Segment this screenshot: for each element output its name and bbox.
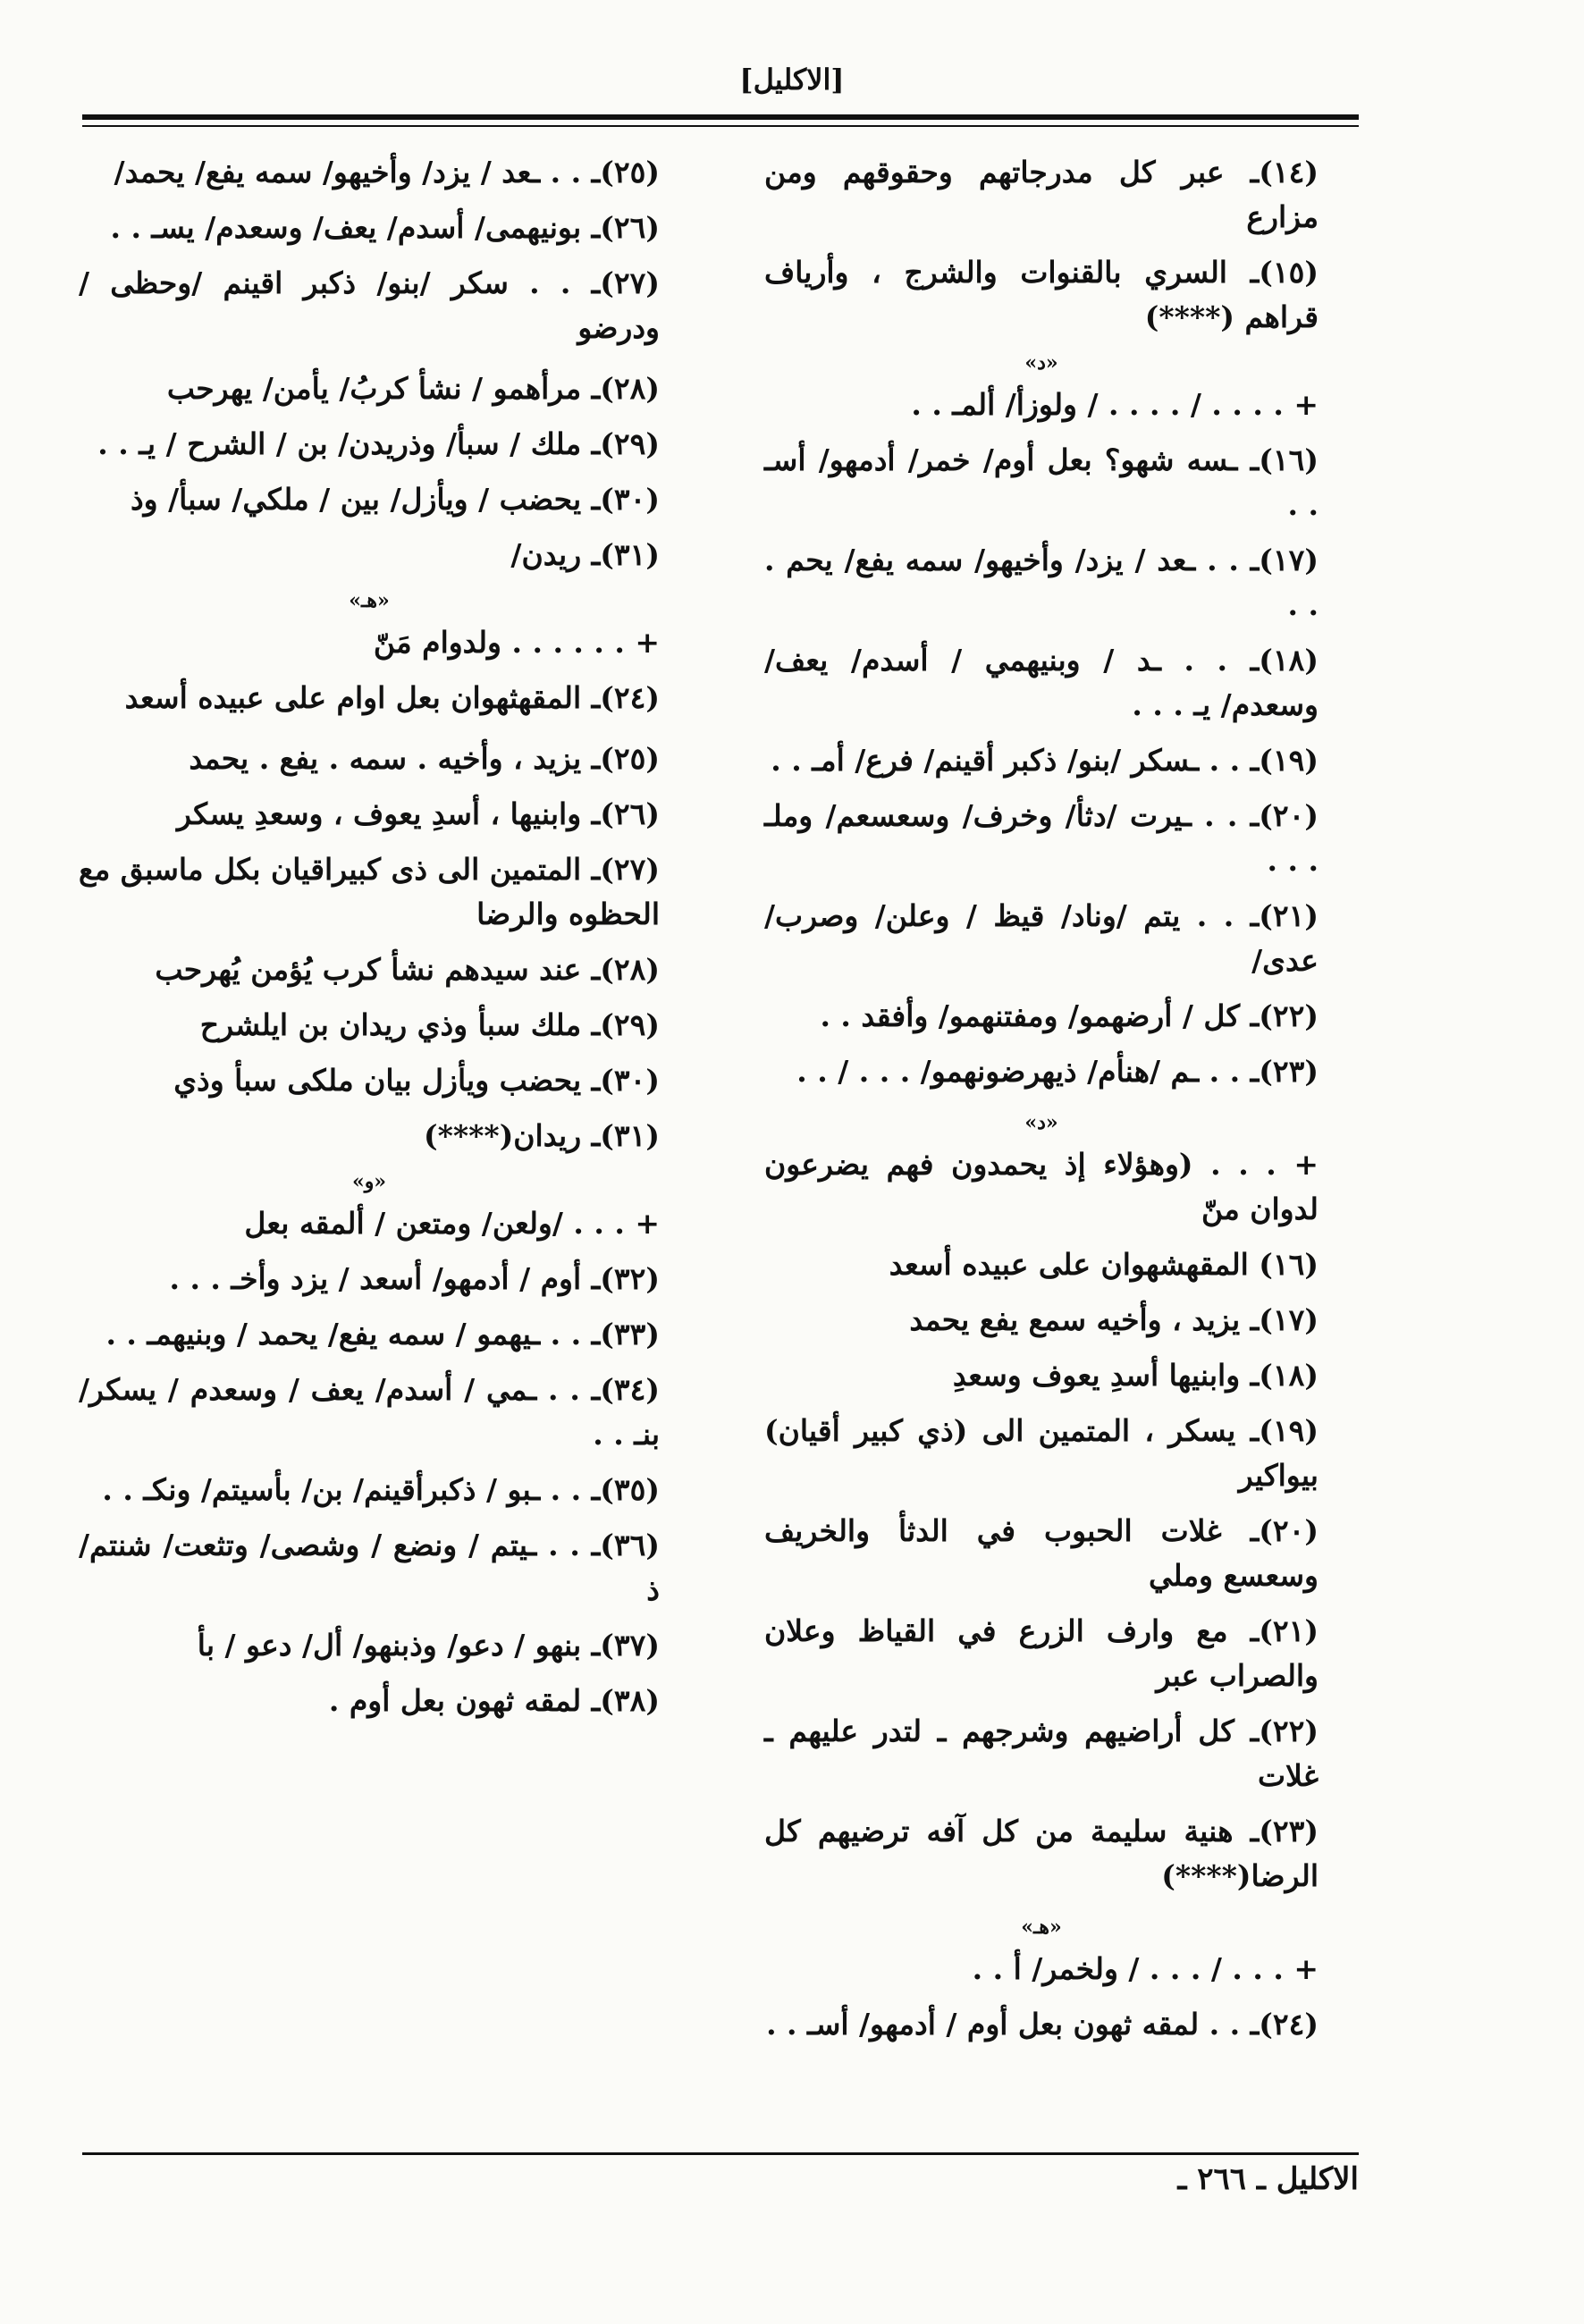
section-marker: «هـ» (1021, 1916, 1062, 1939)
text-line: (٢٣)ـ . . ـم /هنأم/ ذيهرضونهمو/ . . . / . . (796, 1054, 1319, 1089)
page-footer: الاكليل ـ ٢٦٦ ـ (1177, 2161, 1359, 2197)
text-line: (٢٧)ـ المتمين الى ذى كبيراقيان بكل ماسبق مع الحظوه والرضا (79, 852, 660, 931)
text-line: (٣١)ـ ريدن/ (510, 537, 660, 572)
text-line: (١٩)ـ . . ـسكر /بنو/ ذكبر أقينم/ فرع/ أمـ . . (771, 743, 1319, 778)
text-line: (٢٨)ـ عند سيدهم نشأ كرب يُؤمن يُهرحب (155, 952, 660, 987)
text-line: (٢٩)ـ ملك سبأ وذي ريدان بن ايلشرح (199, 1007, 660, 1042)
text-line: + . . . . / . . . . / ولوزأ/ ألمـ . . (911, 387, 1319, 422)
text-line: + . . . / . . . / ولخمر/ أ . . (972, 1951, 1319, 1986)
text-line: (٢٧)ـ . . سكر /بنو/ ذكبر اقينم /وحظى / ودرضو (79, 265, 660, 345)
text-line: (٣٦)ـ . . ـيتم / ونضع / وشصى/ وتثعت/ شنتم/ ذ (79, 1528, 660, 1607)
text-line: + . . . (وهؤلاء إذ يحمدون فهم يضرعون لدوان منّ (764, 1147, 1319, 1226)
text-line: (٢٠)ـ غلات الحبوب في الدثأ والخريف وسعسع وملي (764, 1513, 1319, 1593)
section-marker: «و» (351, 1170, 387, 1193)
text-line: (١٤)ـ عبر كل مدرجاتهم وحقوقهم ومن مزارع (764, 155, 1319, 234)
text-line: (٣٢)ـ أوم / أدمهو/ أسعد / يزد وأخـ . . . (169, 1261, 660, 1296)
text-line: (٣٣)ـ . . ـيهمو / سمه يفع/ يحمد / وبنيهمـ . . (105, 1317, 660, 1351)
text-line: (٢٥)ـ يزيد ، وأخيه . سمه . يفع . يحمد (189, 741, 660, 776)
text-line: (٢٤)ـ المقهثهوان بعل اوام على عبيده أسعد (124, 680, 660, 715)
text-line: (٢٣)ـ هنية سليمة من كل آفه ترضيهم كل الرضا(****) (764, 1814, 1319, 1893)
section-marker: «د» (1024, 351, 1058, 375)
right-column (764, 150, 1319, 2058)
text-line: (٣٤)ـ . . ـمي / أسدم/ يعف / وسعدم / يسكر/ بنـ . . (79, 1372, 660, 1452)
text-line: (٣٠)ـ يحضب / ويأزل/ بين / ملكي/ سبأ/ وذ (130, 482, 660, 517)
text-line: (١٦)ـ ـسه شهو؟ بعل أوم/ خمر/ أدمهو/ أسـ . . (764, 442, 1319, 522)
text-line: + . . . . . . ولدوام مَنّ (373, 625, 660, 660)
header-rule-thick (82, 114, 1359, 120)
text-line: (٢١)ـ مع وارف الزرع في القياظ وعلان والصراب عبر (764, 1613, 1319, 1693)
text-line: (١٧)ـ يزيد ، وأخيه سمع يفع يحمد (909, 1302, 1319, 1337)
text-line: (٣٠)ـ يحضب ويأزل بيان ملكى سبأ وذي (173, 1063, 660, 1098)
text-line: + . . . /ولعن/ ومتعن / ألمقه بعل (244, 1206, 660, 1241)
running-header: [الاكليل] (739, 63, 845, 97)
text-line: (١٨)ـ وابنيها أسدِ يعوف وسعدِ (952, 1358, 1319, 1393)
text-line: (٢٦)ـ وابنيها ، أسدِ يعوف ، وسعدِ يسكر (177, 796, 660, 831)
section-marker: «هـ» (349, 589, 390, 612)
text-line: (١٧)ـ . . ـعد / يزد/ وأخيهو/ سمه يفع/ يحم . . . (764, 543, 1319, 622)
text-line: (١٩)ـ يسكر ، المتمين الى (ذي كبير أقيان) بيواكير (764, 1413, 1319, 1493)
text-line: (٣٨)ـ لمقه ثهون بعل أوم . (328, 1683, 660, 1718)
text-line: (٣٥)ـ . . ـبو / ذكبرأقينم/ بن/ بأسيتم/ ونكـ . . (102, 1472, 660, 1507)
text-line: (٢٩)ـ ملك / سبأ/ وذريدن/ بن / الشرح / يـ . . (97, 426, 660, 461)
text-line: (١٨)ـ . . ـد / وبنيهمي / أسدم/ يعف/ وسعدم/ يـ . . . (764, 643, 1319, 722)
text-line: (١٦) المقهشهوان على عبيده أسعد (889, 1247, 1319, 1282)
text-line: (٣١)ـ ريدان(****) (424, 1118, 660, 1153)
text-line: (٢٢)ـ كل / أرضهمو/ ومفتنهمو/ وأفقد . . (820, 998, 1319, 1033)
header-rule-thin (82, 125, 1359, 127)
text-line: (٢٤)ـ . . لمقه ثهون بعل أوم / أدمهو/ أسـ . . (766, 2007, 1319, 2042)
text-line: (٢٥)ـ . . ـعد / يزد/ وأخيهو/ سمه يفع/ يحمد/ (114, 155, 660, 189)
footer-rule (82, 2152, 1359, 2155)
text-line: (٢١)ـ . . يتم /وناد/ قيظ / وعلن/ وصرب/ عدى/ (764, 898, 1319, 978)
text-line: (١٥)ـ السري بالقنوات والشرج ، وأرياف قراهم (****) (764, 255, 1319, 334)
text-line: (٢٨)ـ مرأهمو / نشأ كربُ/ يأمن/ يهرحب (166, 371, 660, 406)
section-marker: «د» (1024, 1111, 1058, 1134)
text-line: (٢٢)ـ كل أراضيهم وشرجهم ـ لتدر عليهم ـ غلات (764, 1714, 1319, 1793)
left-column (79, 150, 660, 1734)
text-line: (٢٠)ـ . . ـيرت /دثأ/ وخرف/ وسعسعم/ وملـ . . . (764, 798, 1319, 878)
text-line: (٣٧)ـ بنهو / دعو/ وذبنهو/ أل/ دعو / بأ (197, 1628, 660, 1663)
text-line: (٢٦)ـ بونيهمى/ أسدم/ يعف/ وسعدم/ يسـ . . (110, 210, 660, 245)
